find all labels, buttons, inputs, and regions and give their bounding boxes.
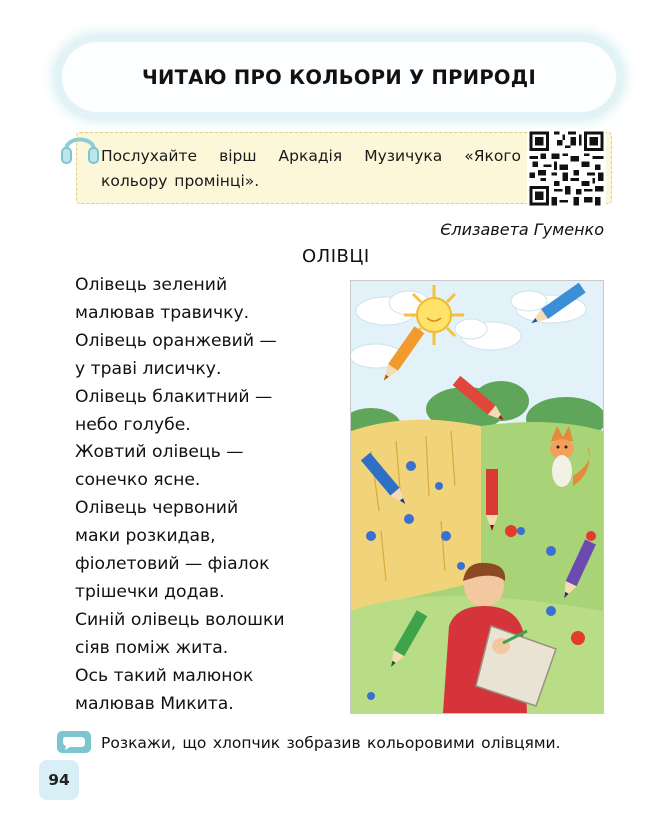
title-banner <box>62 42 616 112</box>
poem-line: Олівець червоний <box>75 498 239 519</box>
poem-line: фіолетовий — фіалок <box>75 554 270 575</box>
poem-line: Ось такий малюнок <box>75 665 254 686</box>
page-number <box>39 760 79 800</box>
poem-line: сонечко ясне. <box>75 470 201 491</box>
poem-title: ОЛІВЦІ <box>302 246 370 267</box>
poem-lines <box>75 272 345 719</box>
poem-line: Олівець оранжевий — <box>75 330 277 351</box>
poem-line: маки розкидав, <box>75 526 216 547</box>
poem-author: Єлизавета Гуменко <box>440 220 604 239</box>
speech-bubble-icon <box>56 730 92 754</box>
poem-line: сіяв поміж жита. <box>75 637 229 658</box>
poem-line: у траві лисичку. <box>75 358 222 379</box>
poem-line: малював травичку. <box>75 302 250 323</box>
poem-line: Олівець зелений <box>75 275 228 295</box>
page-number-label: 94 <box>48 771 70 789</box>
poem-line: Олівець блакитний — <box>75 386 273 407</box>
question-text: Розкажи, що хлопчик зобразив кольоровими олівцями. <box>101 734 561 752</box>
poem-line: малював Микита. <box>75 693 234 714</box>
page-title: ЧИТАЮ ПРО КОЛЬОРИ У ПРИРОДІ <box>141 65 537 89</box>
wheat-field <box>351 420 481 611</box>
illustration-boy-drawing <box>350 280 604 714</box>
poem-line: трішечки додав. <box>75 581 225 602</box>
poem-line: Жовтий олівець — <box>75 442 244 463</box>
qr-code[interactable] <box>527 129 606 208</box>
headphones-icon <box>58 124 102 168</box>
poem-line: Синій олівець волошки <box>75 609 285 630</box>
listen-task-text: Послухайте вірш Аркадія Музичука «Якого кольору промінці». <box>101 147 521 190</box>
poem-line: небо голубе. <box>75 414 191 435</box>
